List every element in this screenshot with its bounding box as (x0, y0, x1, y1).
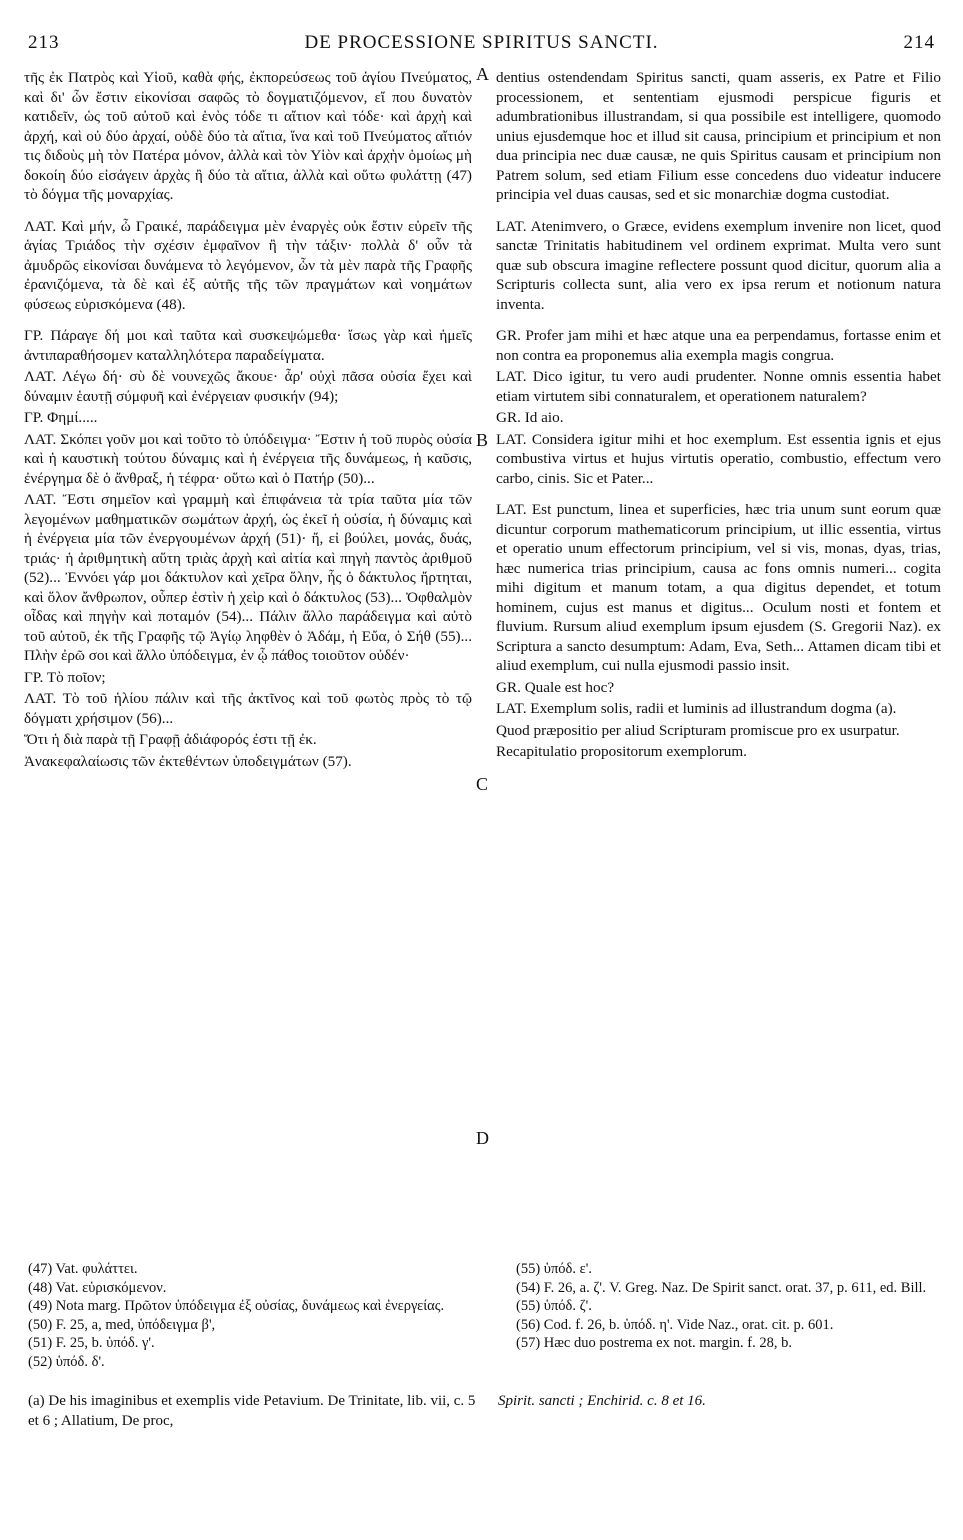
note-line: (49) Nota marg. Πρῶτον ὑπόδειγμα ἐξ οὐσίας, δυνάμεως καὶ ἐνεργείας. (28, 1298, 445, 1315)
margin-letter-a: A (476, 64, 489, 84)
page-title: DE PROCESSIONE SPIRITUS SANCTI. (304, 32, 659, 53)
note-line: (51) F. 25, b. ὑπόδ. γ'. (28, 1335, 155, 1352)
right-page-number: 214 (903, 32, 935, 53)
note-line: (48) Vat. εὑρισκόμενον. (28, 1279, 167, 1296)
greek-paragraph: Ἀνακεφαλαίωσις τῶν ἐκτεθέντων ὑποδειγμάτων (57). (24, 752, 352, 770)
greek-paragraph: ΛΑΤ. Λέγω δή· σὺ δὲ νουνεχῶς ἄκουε· ἆρ' οὐχὶ πᾶσα οὐσία ἔχει καὶ δύναμιν ἑαυτῇ σύμφυῆ καὶ ἐνέργειαν φυσικήν (94); (24, 368, 472, 405)
note-line: (47) Vat. φυλάττει. (28, 1261, 138, 1277)
greek-paragraph: ΓΡ. Πάραγε δή μοι καὶ ταῦτα καὶ συσκεψώμεθα· ἴσως γὰρ καὶ ἡμεῖς ἀντιπαραθήσομεν καταλληλότερα παραδείγματα. (24, 327, 472, 364)
note-line: (50) F. 25, a, med, ὑπόδειγμα β', (28, 1316, 216, 1333)
greek-paragraph: ΛΑΤ. Σκόπει γοῦν μοι καὶ τοῦτο τὸ ὑπόδειγμα· Ἔστιν ἡ τοῦ πυρὸς οὐσία καὶ ἡ καυστικὴ τούτου δύναμις καὶ ἡ ἐνέργεια τῆς δυνάμεως, ἡ καῦσις, ἐνέργημα δὲ ὁ ἄνθραξ, ἡ τέφρα· οὕτω καὶ ὁ Πατήρ (50)... (24, 430, 472, 487)
greek-paragraph: ΛΑΤ. Καὶ μήν, ὦ Γραικέ, παράδειγμα μὲν ἐναργὲς οὐκ ἔστιν εὑρεῖν τῆς ἁγίας Τριάδος τὴν σχέσιν ἐμφαῖνον ἢ τὴν τάξιν· πολλὰ δ' οὖν τὰ ἀμυδρῶς εἰκονίσαι δυνάμενα τὸ λεγόμενον, ὧν τὰ μὲν παρὰ τῆς Γραφῆς ἐρανιζόμενα, τὰ δὲ καὶ ἐξ αὐτῆς τῆς τῶν πραγμάτων καὶ νοημάτων φύσεως εὑρισκόμενα (48). (24, 217, 472, 313)
margin-letter-d: D (476, 1128, 489, 1148)
greek-paragraph: ΓΡ. Φημί..... (24, 409, 98, 426)
latin-paragraph: LAT. Considera igitur mihi et hoc exemplum. Est essentia ignis et ejus combustiva virtus et hujus virtutis operatio, combustio, effectum vero carbo, cinis. Sic et Pater... (496, 430, 941, 487)
margin-letter-b: B (476, 430, 489, 450)
latin-paragraph: LAT. Exemplum solis, radii et luminis ad illustrandum dogma (a). (496, 700, 897, 717)
note-line: (57) Hæc duo postrema ex not. margin. f. 28, b. (516, 1335, 792, 1352)
latin-paragraph: dentius ostendendam Spiritus sancti, quam asseris, ex Patre et Filio processionem, et sententiam ejusmodi perspicue figuris et adumbrationibus illustrandam, si qua possibile est intelligere, quomodo unius ejusdemque hoc et illud sit causa, principium et principium et non dua principia nec duæ causæ, ne quis Spiritus causam et principium non Patrem solum, sed etiam Filium esse concedens duo videatur inducere principia vel duas causas, sed et sic monarchiæ dogma custodiat. (496, 69, 941, 203)
note-line: (55) ὑπόδ. ε'. (516, 1261, 592, 1277)
latin-column (496, 68, 941, 764)
greek-paragraph: ΓΡ. Τὸ ποῖον; (24, 668, 106, 686)
greek-column (24, 68, 472, 773)
greek-paragraph: τῆς ἐκ Πατρὸς καὶ Υἱοῦ, καθὰ φής, ἐκπορεύσεως τοῦ ἁγίου Πνεύματος, καὶ δι' ὧν ἔστιν εἰκονίσαι σαφῶς τὸ δογματιζόμενον, εἴ που δυνατὸν κατιδεῖν, ὡς τοῦ αὐτοῦ καὶ ἑνὸς τόδε τι αἴτιον καὶ τόδε· καὶ ἀρχὴ καὶ ἀρχή, καὶ οὐ δύο ἀρχαί, οὐδὲ δύο τὰ αἴτια, ἵνα καὶ τοῦ Πνεύματος αἴτιόν τις διδοὺς μὴ τὸν Πατέρα μόνον, ἀλλὰ καὶ τὸν Υἱὸν καὶ ἀρχὴν ὁμοίως μὴ δοκοίη δύο εἰσάγειν ἀρχὰς ἢ δύο τὰ αἴτια, ἀλλὰ καὶ οὕτω φυλάττῃ (47) τὸ δόγμα τῆς μοναρχίας. (24, 69, 472, 203)
left-page-number: 213 (28, 32, 60, 53)
note-line: (54) F. 26, a. ζ'. V. Greg. Naz. De Spirit sanct. orat. 37, p. 611, ed. Bill. (516, 1279, 927, 1296)
latin-paragraph: GR. Id aio. (496, 409, 564, 426)
latin-paragraph: GR. Quale est hoc? (496, 678, 615, 696)
greek-paragraph: ΛΑΤ. Τὸ τοῦ ἡλίου πάλιν καὶ τῆς ἀκτῖνος καὶ τοῦ φωτὸς πρὸς τὸ τῷ δόγματι χρήσιμον (56)... (24, 690, 472, 727)
greek-paragraph: ΛΑΤ. Ἔστι σημεῖον καὶ γραμμὴ καὶ ἐπιφάνεια τὰ τρία ταῦτα μία τῶν λεγομένων μαθηματικῶν σωμάτων ἀρχή, ὡς ἐκεῖ ἡ οὐσία, ἡ δύναμις καὶ ἡ ἐνέργεια μία τῶν ἐνεργουμένων ἀρχή (51)· ἤ, εἰ βούλει, μονάς, δυάς, τριάς· ἡ ἀριθμητικὴ αὕτη τριὰς ἀρχὴ καὶ αἰτία καὶ πηγὴ παντὸς ἀριθμοῦ (52)... Ἐννόει γάρ μοι δάκτυλον καὶ χεῖρα ὅλην, ἧς ὁ δάκτυλος ἤρτηται, καὶ ὅλον ἄνθρωπον, οὗπερ ἐστὶν ἡ χεὶρ καὶ ὁ δάκτυλος (53)... Ὀφθαλμὸν οἶδας καὶ πηγὴν καὶ ποταμόν (54)... Πάλιν ἄλλο παράδειγμα καὶ αὐτὸ τοῦ αὐτοῦ, ἐκ τῆς Γραφῆς τῷ Ἁγίῳ ληφθὲν ὁ Ἀδάμ, ἡ Εὔα, ὁ Σήθ (55)... Πλὴν ἐρῶ σοι καὶ ἄλλο ὑπόδειγμα, ἐν ᾧ πάθος τοιοῦτον οὐδέν· (24, 491, 472, 664)
latin-paragraph: Quod præpositio per aliud Scripturam promiscue pro ex usurpatur. (496, 721, 900, 739)
footnote-right: Spirit. sancti ; Enchirid. c. 8 et 16. (498, 1393, 706, 1409)
notes-left (28, 1260, 468, 1372)
note-line: (56) Cod. f. 26, b. ὑπόδ. η'. Vide Naz., orat. cit. p. 601. (516, 1316, 834, 1333)
latin-paragraph: GR. Profer jam mihi et hæc atque una ea perpendamus, fortasse enim et non contra ea proponemus alia exempla magis congrua. (496, 327, 941, 364)
latin-paragraph: LAT. Dico igitur, tu vero audi prudenter. Nonne omnis essentia habet etiam virtutem sibi connaturalem, et operationem naturalem? (496, 368, 941, 405)
latin-paragraph: Recapitulatio propositorum exemplorum. (496, 743, 747, 760)
note-line: (52) ὑπόδ. δ'. (28, 1353, 105, 1370)
running-header (28, 32, 935, 58)
greek-paragraph: Ὅτι ἡ διὰ παρὰ τῇ Γραφῇ ἀδιάφορός ἐστι τῇ ἐκ. (24, 731, 317, 748)
note-line: (55) ὑπόδ. ζ'. (516, 1298, 592, 1315)
footnote-left: (a) De his imaginibus et exemplis vide Petavium. De Trinitate, lib. vii, c. 5 et 6 ; Allatium, De proc, (28, 1393, 476, 1429)
notes-right (516, 1260, 941, 1353)
margin-letter-c: C (476, 774, 489, 794)
latin-paragraph: LAT. Est punctum, linea et superficies, hæc tria unum sunt eorum quæ dicuntur corporum mathematicorum principium, ut illic essentia, virtus et operatio unum effectorum principium, vel si vis, monas, dyas, trias, hæc numerica trias principium, causa ac fons omnis numeri... cogita mihi digitum et manum totam, a qua digitus dependet, et totum hominem, cujus est manus et digitus... Oculum nosti et fontem et fluvium. Rursum aliud exemplum ipsum ejusdem (S. Gregorii Naz). ex Scriptura a sancto desumptum: Adam, Eva, Seth... Attamen dicam tibi et aliud exemplum, cui nulla ejusmodi passio insit. (496, 501, 941, 674)
latin-paragraph: LAT. Atenimvero, o Græce, evidens exemplum invenire non licet, quod sanctæ Trinitatis habitudinem vel ordinem exprimat. Multa vero sunt quæ sub obscura imagine reflectere possunt quod dicitur, quorum alia a Scripturis collecta sunt, alia vero ex ipsa rerum et notionum natura inventa. (496, 217, 941, 313)
